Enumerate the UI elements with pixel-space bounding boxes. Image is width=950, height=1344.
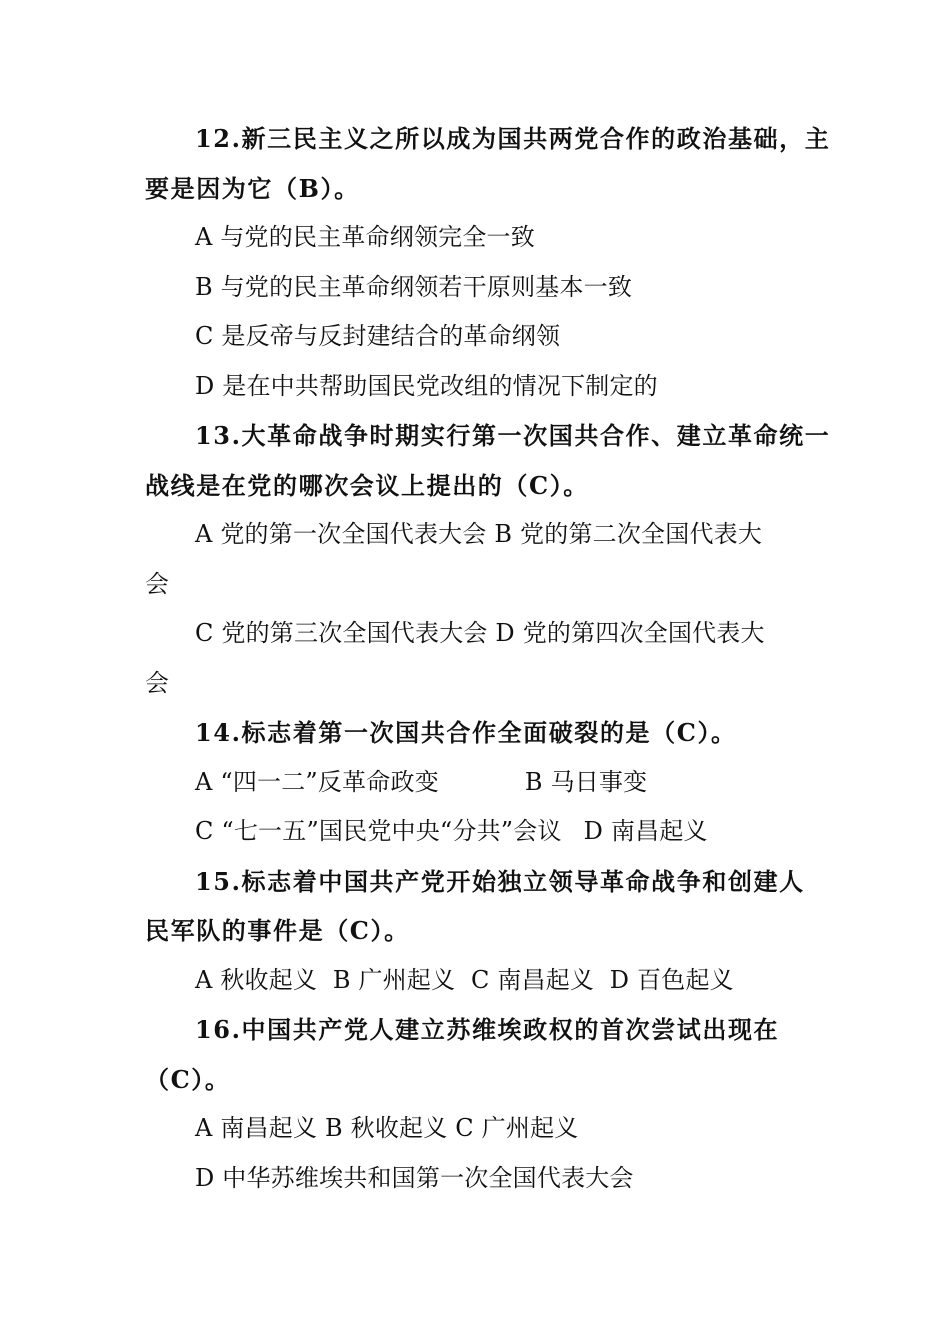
question-14-options-row-2 bbox=[145, 807, 810, 857]
question-13-options-ab: A 党的第一次全国代表大会 B 党的第二次全国代表大 bbox=[195, 520, 763, 548]
question-14-option-b: B 马日事变 bbox=[524, 767, 648, 796]
question-16-stem-line-1: 16.中国共产党人建立苏维埃政权的首次尝试出现在 bbox=[195, 1015, 780, 1044]
question-13-options-ab-wrap: 会 bbox=[145, 569, 170, 598]
question-12-option-c: C 是反帝与反封建结合的革命纲领 bbox=[195, 322, 561, 350]
question-15-stem-line-1: 15.标志着中国共产党开始独立领导革命战争和创建人 bbox=[195, 866, 805, 896]
question-13-options-cd-wrap: 会 bbox=[145, 668, 170, 697]
question-13-stem-line-2: 战线是在党的哪次会议上提出的（C）。 bbox=[145, 470, 589, 500]
question-14-option-a: A “四一二”反革命政变 bbox=[195, 767, 439, 796]
question-15-stem-line-2: 民军队的事件是（C）。 bbox=[145, 916, 410, 945]
question-14-option-c: C “七一五”国民党中央“分共”会议 bbox=[195, 817, 562, 845]
question-12-option-b: B 与党的民主革命纲领若干原则基本一致 bbox=[195, 272, 633, 301]
question-13-stem-line-1: 13.大革命战争时期实行第一次国共合作、建立革命统一 bbox=[195, 421, 831, 450]
question-15-options: A 秋收起义 B 广州起义 C 南昌起义 D 百色起义 bbox=[195, 965, 734, 994]
question-14-option-d: D 南昌起义 bbox=[583, 817, 708, 845]
question-16-option-d: D 中华苏维埃共和国第一次全国代表大会 bbox=[195, 1163, 634, 1192]
question-14-options-row-1 bbox=[145, 758, 810, 808]
question-12-option-d: D 是在中共帮助国民党改组的情况下制定的 bbox=[195, 371, 658, 400]
question-12-stem-line-1: 12.新三民主义之所以成为国共两党合作的政治基础，主 bbox=[195, 124, 831, 153]
question-13-options-cd: C 党的第三次全国代表大会 D 党的第四次全国代表大 bbox=[195, 619, 765, 647]
question-12-stem-line-2: 要是因为它（B）。 bbox=[145, 173, 360, 203]
question-16-stem-line-2: （C）。 bbox=[145, 1064, 231, 1094]
question-16-options-abc: A 南昌起义 B 秋收起义 C 广州起义 bbox=[195, 1114, 579, 1142]
question-list bbox=[145, 114, 831, 1203]
question-14-stem: 14.标志着第一次国共合作全面破裂的是（C）。 bbox=[195, 718, 737, 747]
question-12-option-a: A 与党的民主革命纲领完全一致 bbox=[195, 223, 535, 251]
